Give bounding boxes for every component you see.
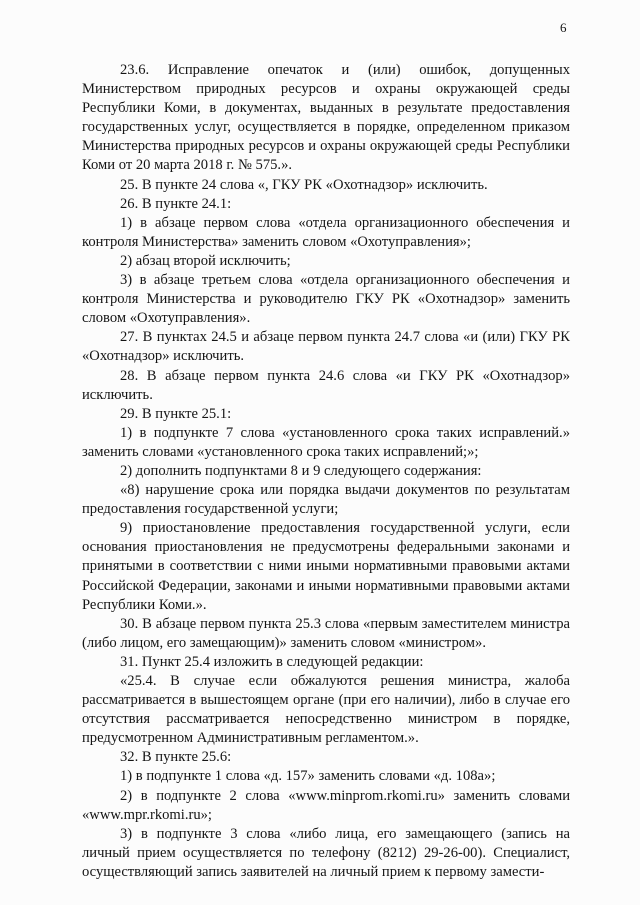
paragraph-32-2: 2) в подпункте 2 слова «www.minprom.rkomi.ru» заменить словами «www.mpr.rkomi.ru»; xyxy=(82,787,570,823)
paragraph-31-text: «25.4. В случае если обжалуются решения министра, жалоба рассматривается в вышестоящем органе (при его наличии), либо в случае его отсутствия рассматривается непосредственно министром в порядке, предусмотренном Административным регламентом.». xyxy=(82,673,570,747)
paragraph-32-1: 1) в подпункте 1 слова «д. 157» заменить словами «д. 108а»; xyxy=(120,768,496,785)
paragraph-29-1: 1) в подпункте 7 слова «установленного срока таких исправлений.» заменить словами «установленного срока таких исправлений;»; xyxy=(82,424,570,460)
paragraph-23-6: 23.6. Исправление опечаток и (или) ошибок, допущенных Министерством природных ресурсов и охраны окружающей среды Республики Коми, в документах, выданных в результате предоставления государственных услуг, осуществляется в порядке, определенном приказом Министерства природных ресурсов и охраны окружающей среды Республики Коми от 20 марта 2018 г. № 575.». xyxy=(82,62,570,174)
page-number: 6 xyxy=(560,20,567,35)
paragraph-26-2: 2) абзац второй исключить; xyxy=(120,252,291,269)
paragraph-26: 26. В пункте 24.1: xyxy=(120,195,232,212)
paragraph-27: 27. В пунктах 24.5 и абзаце первом пункта 24.7 слова «и (или) ГКУ РК «Охотнадзор» исключить. xyxy=(82,329,570,365)
paragraph-29-2-item-9: 9) приостановление предоставления государственной услуги, если основания приостановления не предусмотрены федеральными законами и принятыми в соответствии с ними иными нормативными правовыми актами Российской Федерации, законами и иными нормативными правовыми актами Республики Коми.». xyxy=(82,520,570,613)
paragraph-32-3: 3) в подпункте 3 слова «либо лица, его замещающего (запись на личный прием осуществляется по телефону (8212) 29-26-00). Специалист, осуществляющий запись заявителей на личный прием к первому замести- xyxy=(82,825,570,880)
paragraph-26-3: 3) в абзаце третьем слова «отдела организационного обеспечения и контроля Министерства и руководителю ГКУ РК «Охотнадзор» заменить словом «Охотуправления». xyxy=(82,272,570,327)
paragraph-30: 30. В абзаце первом пункта 25.3 слова «первым заместителем министра (либо лицом, его замещающим)» заменить словом «министром». xyxy=(82,615,570,651)
paragraph-29-2: 2) дополнить подпунктами 8 и 9 следующего содержания: xyxy=(120,462,482,479)
paragraph-28: 28. В абзаце первом пункта 24.6 слова «и ГКУ РК «Охотнадзор» исключить. xyxy=(82,367,570,403)
paragraph-26-1: 1) в абзаце первом слова «отдела организационного обеспечения и контроля Министерства» заменить словом «Охотуправления»; xyxy=(82,214,570,250)
paragraph-32: 32. В пункте 25.6: xyxy=(120,749,232,766)
document-body xyxy=(82,61,570,882)
paragraph-29-2-item-8: «8) нарушение срока или порядка выдачи документов по результатам предоставления государственной услуги; xyxy=(82,482,570,518)
paragraph-29: 29. В пункте 25.1: xyxy=(120,405,232,422)
paragraph-25: 25. В пункте 24 слова «, ГКУ РК «Охотнадзор» исключить. xyxy=(120,176,488,193)
paragraph-31: 31. Пункт 25.4 изложить в следующей редакции: xyxy=(120,653,424,670)
